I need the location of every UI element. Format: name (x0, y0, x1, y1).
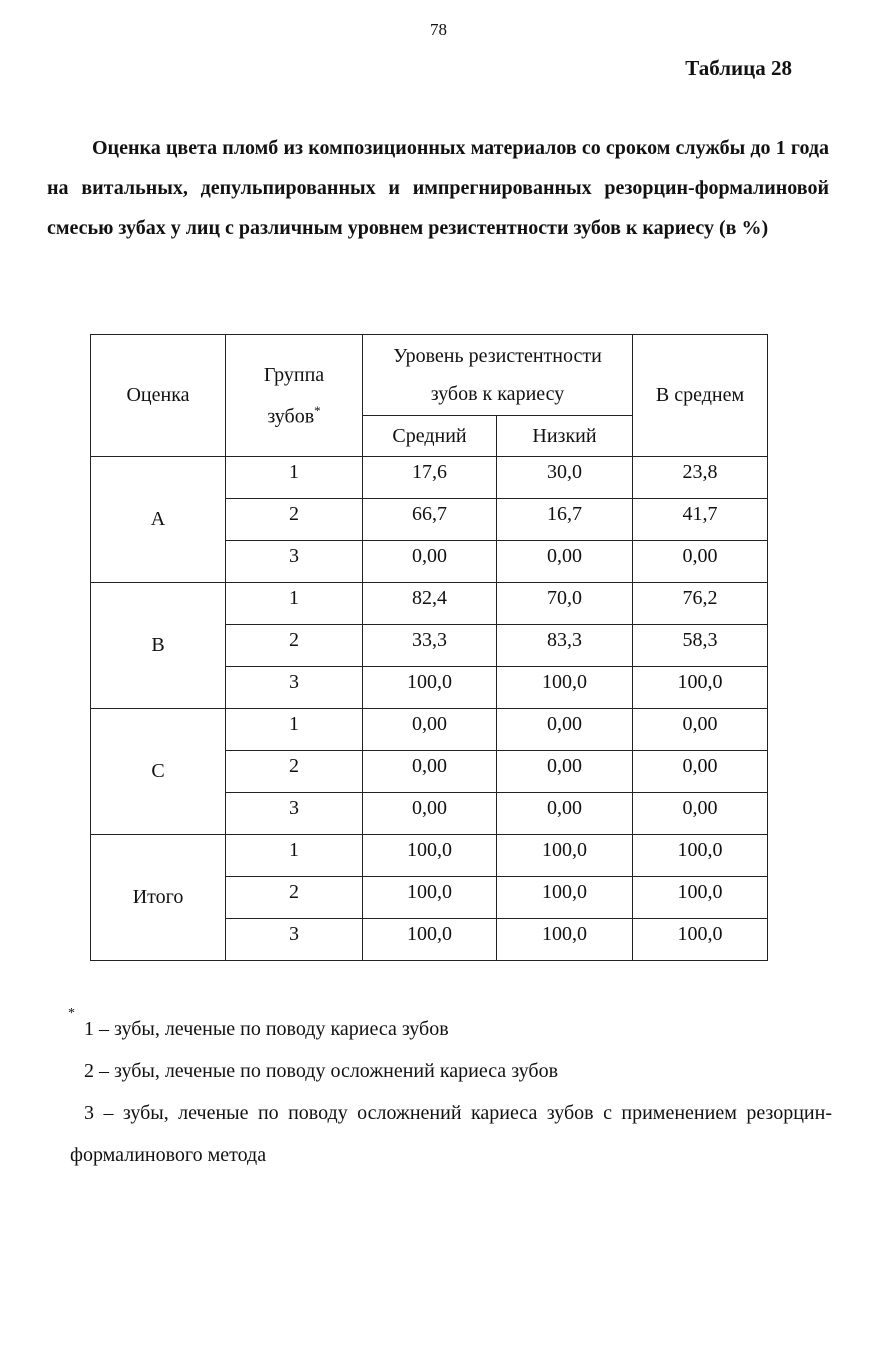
low-cell: 100,0 (497, 877, 633, 919)
average-cell: 100,0 (633, 835, 768, 877)
footnotes (70, 1008, 832, 1176)
table-row (91, 457, 768, 499)
medium-cell: 33,3 (363, 625, 497, 667)
group-cell: 3 (226, 919, 363, 961)
medium-cell: 100,0 (363, 835, 497, 877)
table-row (91, 835, 768, 877)
group-cell: 3 (226, 541, 363, 583)
medium-cell: 0,00 (363, 793, 497, 835)
medium-cell: 0,00 (363, 709, 497, 751)
average-cell: 0,00 (633, 709, 768, 751)
header-group-line1: Группа (263, 363, 325, 386)
group-cell: 1 (226, 583, 363, 625)
group-cell: 2 (226, 877, 363, 919)
average-cell: 76,2 (633, 583, 768, 625)
average-cell: 23,8 (633, 457, 768, 499)
low-cell: 83,3 (497, 625, 633, 667)
average-cell: 100,0 (633, 919, 768, 961)
footnote-3: 3 – зубы, леченые по поводу осложнений кариеса зубов с применением резорцин-формалинового метода (70, 1102, 832, 1166)
table-row (91, 709, 768, 751)
medium-cell: 100,0 (363, 877, 497, 919)
header-resistance-line1: Уровень резистентности (393, 345, 602, 367)
low-cell: 100,0 (497, 919, 633, 961)
group-cell: 1 (226, 457, 363, 499)
header-group-line2: зубов (267, 405, 315, 428)
page-number: 78 (430, 20, 447, 39)
group-cell: 2 (226, 499, 363, 541)
average-cell: 100,0 (633, 877, 768, 919)
header-grade: Оценка (91, 335, 226, 457)
grade-cell: Итого (91, 835, 226, 961)
footnote-1: 1 – зубы, леченые по поводу кариеса зубов (84, 1018, 449, 1040)
medium-cell: 17,6 (363, 457, 497, 499)
medium-cell: 100,0 (363, 667, 497, 709)
table-row (91, 583, 768, 625)
table-label: Таблица 28 (685, 56, 792, 80)
low-cell: 100,0 (497, 835, 633, 877)
medium-cell: 82,4 (363, 583, 497, 625)
grade-cell: С (91, 709, 226, 835)
group-cell: 1 (226, 835, 363, 877)
low-cell: 70,0 (497, 583, 633, 625)
header-group-footnote-mark: * (314, 402, 321, 418)
header-medium: Средний (363, 416, 497, 457)
footnote-mark: * (68, 1006, 75, 1021)
average-cell: 58,3 (633, 625, 768, 667)
grade-cell: В (91, 583, 226, 709)
group-cell: 3 (226, 793, 363, 835)
group-cell: 2 (226, 751, 363, 793)
group-cell: 1 (226, 709, 363, 751)
group-cell: 3 (226, 667, 363, 709)
low-cell: 16,7 (497, 499, 633, 541)
average-cell: 0,00 (633, 793, 768, 835)
medium-cell: 66,7 (363, 499, 497, 541)
average-cell: 0,00 (633, 751, 768, 793)
low-cell: 0,00 (497, 751, 633, 793)
table-caption: Оценка цвета пломб из композиционных материалов со сроком службы до 1 года на витальных, депульпированных и импрегнированных резорцин-формалиновой смесью зубах у лиц с различным уровнем резистентности зубов к кариесу (в %) (47, 137, 829, 239)
grade-cell: А (91, 457, 226, 583)
average-cell: 100,0 (633, 667, 768, 709)
low-cell: 0,00 (497, 793, 633, 835)
header-resistance (363, 335, 633, 416)
average-cell: 0,00 (633, 541, 768, 583)
low-cell: 0,00 (497, 709, 633, 751)
header-group (226, 335, 363, 457)
low-cell: 100,0 (497, 667, 633, 709)
header-average: В среднем (633, 335, 768, 457)
group-cell: 2 (226, 625, 363, 667)
results-table (90, 334, 768, 961)
low-cell: 0,00 (497, 541, 633, 583)
header-low: Низкий (497, 416, 633, 457)
low-cell: 30,0 (497, 457, 633, 499)
header-resistance-line2: зубов к кариесу (430, 383, 565, 405)
medium-cell: 0,00 (363, 751, 497, 793)
medium-cell: 0,00 (363, 541, 497, 583)
medium-cell: 100,0 (363, 919, 497, 961)
footnote-2: 2 – зубы, леченые по поводу осложнений кариеса зубов (84, 1060, 559, 1082)
average-cell: 41,7 (633, 499, 768, 541)
